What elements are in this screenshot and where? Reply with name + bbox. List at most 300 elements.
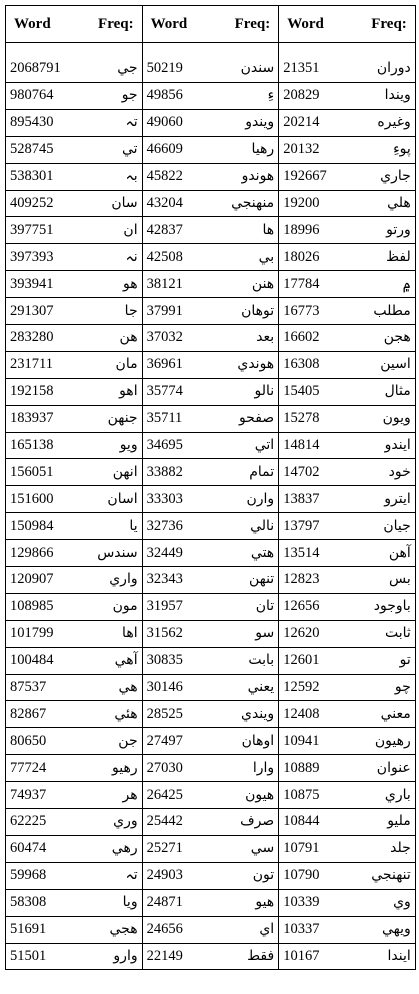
table-cell: [142, 567, 279, 594]
frequency-value: 51691: [10, 921, 47, 938]
table-cell: [142, 540, 279, 567]
table-cell: [279, 83, 416, 110]
table-cell: [279, 728, 416, 755]
table-cell: [6, 136, 143, 163]
table-cell: [6, 567, 143, 594]
frequency-value: 32343: [146, 571, 183, 588]
table-cell: [279, 190, 416, 217]
frequency-value: 14702: [283, 463, 320, 480]
table-row: [6, 809, 416, 836]
frequency-value: 10791: [283, 840, 320, 857]
table-cell: [6, 109, 143, 136]
word-value: ايترو: [384, 490, 411, 507]
table-cell: [279, 378, 416, 405]
word-value: پوءِ: [393, 141, 411, 158]
frequency-value: 33303: [146, 490, 183, 507]
table-row: [6, 755, 416, 782]
word-value: جي: [117, 60, 138, 76]
word-value: اوهان: [241, 732, 275, 749]
word-value: هجن: [383, 329, 411, 346]
word-value: سي: [250, 840, 275, 857]
word-value: آهن: [388, 544, 411, 561]
table-cell: [279, 43, 416, 83]
table-cell: [6, 862, 143, 889]
word-value: مان: [115, 356, 138, 373]
table-cell: [142, 217, 279, 244]
table-cell: [142, 620, 279, 647]
frequency-value: 17784: [283, 275, 320, 292]
table-cell: [279, 271, 416, 298]
frequency-value: 2068791: [10, 60, 61, 76]
table-row: [6, 271, 416, 298]
word-value: عنوان: [376, 759, 411, 776]
frequency-value: 42508: [146, 248, 183, 265]
table-cell: [6, 755, 143, 782]
table-cell: [279, 701, 416, 728]
table-cell: [279, 405, 416, 432]
word-value: وارن: [246, 490, 275, 507]
frequency-value: 15278: [283, 410, 320, 427]
word-value: هجي: [109, 921, 138, 938]
frequency-value: 192158: [10, 383, 54, 400]
word-value: هيون: [245, 786, 275, 803]
table-cell: [142, 405, 279, 432]
frequency-value: 10941: [283, 732, 320, 749]
table-row: [6, 835, 416, 862]
frequency-value: 283280: [10, 329, 54, 346]
header-cell-col3: [279, 6, 416, 43]
word-value: منهنجي: [231, 195, 275, 211]
word-value: تو: [399, 652, 411, 669]
frequency-value: 14814: [283, 437, 320, 454]
frequency-value: 16602: [283, 329, 320, 346]
word-value: نالو: [254, 383, 275, 400]
table-row: [6, 298, 416, 325]
table-cell: [6, 943, 143, 970]
table-row: [6, 540, 416, 567]
word-value: خود: [388, 463, 411, 480]
table-row: [6, 163, 416, 190]
frequency-value: 12823: [283, 571, 320, 588]
word-value: سندس: [97, 544, 138, 561]
frequency-value: 42837: [146, 221, 183, 238]
word-value: هر: [122, 786, 138, 803]
word-value: جاري: [380, 168, 411, 185]
word-value: اها: [122, 625, 138, 642]
table-cell: [142, 647, 279, 674]
table-cell: [6, 298, 143, 325]
word-value: هوندو: [241, 168, 275, 185]
word-value: فقط: [247, 947, 275, 964]
word-value: جن: [118, 732, 138, 749]
frequency-value: 46609: [146, 141, 183, 158]
word-value: بس: [389, 571, 411, 588]
frequency-value: 895430: [10, 114, 54, 131]
frequency-value: 30835: [146, 652, 183, 669]
table-row: [6, 378, 416, 405]
table-row: [6, 190, 416, 217]
table-cell: [6, 701, 143, 728]
word-value: اسين: [380, 356, 411, 373]
table-cell: [279, 163, 416, 190]
frequency-value: 50219: [146, 60, 183, 76]
word-value: ان: [123, 221, 138, 238]
table-row: [6, 916, 416, 943]
word-value: صرف: [240, 813, 275, 830]
frequency-value: 32449: [146, 544, 183, 561]
freq-header: Freq:: [98, 15, 134, 32]
word-value: معني: [380, 705, 411, 722]
word-value: تنهن: [248, 571, 275, 588]
frequency-value: 165138: [10, 437, 54, 454]
frequency-value: 393941: [10, 275, 54, 292]
frequency-value: 60474: [10, 840, 47, 857]
table-cell: [142, 351, 279, 378]
word-value: دوران: [376, 60, 411, 76]
word-header: Word: [14, 15, 51, 32]
frequency-value: 192667: [283, 168, 327, 185]
word-value: توهان: [241, 302, 275, 319]
table-cell: [6, 620, 143, 647]
word-value: هئي: [114, 705, 138, 722]
word-value: ويهي: [382, 921, 411, 938]
word-value: ها: [262, 221, 275, 238]
frequency-value: 27030: [146, 759, 183, 776]
frequency-value: 538301: [10, 168, 54, 185]
frequency-value: 12601: [283, 652, 320, 669]
header-row: [6, 6, 416, 43]
table-cell: [6, 593, 143, 620]
frequency-value: 36961: [146, 356, 183, 373]
word-value: بعد: [256, 329, 275, 346]
frequency-value: 43204: [146, 195, 183, 211]
frequency-value: 35711: [146, 410, 183, 427]
table-row: [6, 943, 416, 970]
word-value: آهي: [114, 652, 138, 669]
frequency-value: 27497: [146, 732, 183, 749]
word-value: تون: [252, 867, 275, 884]
table-cell: [279, 513, 416, 540]
frequency-value: 101799: [10, 625, 54, 642]
word-value: ويون: [382, 410, 411, 427]
table-row: [6, 674, 416, 701]
freq-header: Freq:: [371, 15, 407, 32]
table-cell: [279, 889, 416, 916]
word-value: مثال: [384, 383, 411, 400]
word-value: تنهنجي: [371, 867, 411, 884]
table-cell: [142, 109, 279, 136]
frequency-value: 100484: [10, 652, 54, 669]
frequency-value: 18026: [283, 248, 320, 265]
word-value: هتي: [250, 544, 275, 561]
word-value: رهي: [111, 840, 138, 857]
frequency-value: 10889: [283, 759, 320, 776]
word-value: چو: [394, 679, 411, 696]
table-cell: [279, 325, 416, 352]
table-row: [6, 351, 416, 378]
word-value: ويو: [119, 437, 138, 454]
word-value: جا: [124, 302, 138, 319]
table-row: [6, 701, 416, 728]
frequency-value: 24903: [146, 867, 183, 884]
word-value: اسان: [107, 490, 138, 507]
table-cell: [142, 298, 279, 325]
table-cell: [6, 351, 143, 378]
table-cell: [279, 755, 416, 782]
frequency-value: 16773: [283, 302, 320, 319]
frequency-value: 129866: [10, 544, 54, 561]
word-value: صفحو: [238, 410, 275, 427]
word-value: ويا: [122, 894, 138, 911]
table-cell: [6, 835, 143, 862]
table-cell: [6, 809, 143, 836]
table-cell: [6, 271, 143, 298]
table-cell: [142, 835, 279, 862]
frequency-value: 409252: [10, 195, 54, 211]
header-cell-col2: [142, 6, 279, 43]
table-cell: [6, 432, 143, 459]
frequency-value: 12656: [283, 598, 320, 615]
table-cell: [279, 298, 416, 325]
frequency-value: 28525: [146, 705, 183, 722]
word-value: نہ: [125, 248, 138, 265]
table-row: [6, 325, 416, 352]
table-cell: [142, 163, 279, 190]
table-row: [6, 109, 416, 136]
table-cell: [279, 647, 416, 674]
table-cell: [142, 916, 279, 943]
frequency-value: 397393: [10, 248, 54, 265]
table-cell: [6, 647, 143, 674]
table-cell: [142, 325, 279, 352]
table-cell: [142, 432, 279, 459]
table-row: [6, 513, 416, 540]
freq-header: Freq:: [234, 15, 271, 32]
frequency-value: 397751: [10, 221, 54, 238]
word-value: جلد: [390, 840, 411, 857]
table-cell: [279, 916, 416, 943]
table-row: [6, 862, 416, 889]
table-cell: [279, 674, 416, 701]
table-cell: [6, 217, 143, 244]
table-row: [6, 593, 416, 620]
word-value: تي: [122, 141, 138, 158]
table-cell: [279, 244, 416, 271]
frequency-value: 37991: [146, 302, 183, 319]
frequency-value: 18996: [283, 221, 320, 238]
frequency-value: 31562: [146, 625, 183, 642]
table-cell: [279, 567, 416, 594]
word-value: مون: [112, 598, 138, 615]
table-cell: [142, 755, 279, 782]
word-value: سندن: [240, 60, 275, 76]
table-row: [6, 83, 416, 110]
table-row: [6, 244, 416, 271]
table-cell: [6, 782, 143, 809]
table-cell: [142, 593, 279, 620]
table-cell: [142, 701, 279, 728]
table-cell: [142, 459, 279, 486]
word-value: انهن: [112, 463, 138, 480]
table-cell: [6, 83, 143, 110]
table-cell: [279, 782, 416, 809]
table-cell: [279, 217, 416, 244]
frequency-value: 38121: [146, 275, 183, 292]
word-value: تہ: [125, 867, 138, 884]
table-row: [6, 43, 416, 83]
frequency-value: 120907: [10, 571, 54, 588]
frequency-value: 231711: [10, 356, 53, 373]
word-value: ورتو: [386, 221, 411, 238]
frequency-value: 49060: [146, 114, 183, 131]
frequency-value: 25271: [146, 840, 183, 857]
frequency-value: 22149: [146, 947, 183, 964]
word-value: وري: [113, 813, 138, 830]
word-value: ايندا: [387, 947, 411, 964]
word-value: بي: [258, 248, 275, 265]
frequency-value: 10875: [283, 786, 320, 803]
word-value: بہ: [125, 168, 138, 185]
frequency-value: 34695: [146, 437, 183, 454]
word-value: باوجود: [373, 598, 411, 615]
word-value: سو: [255, 625, 275, 642]
word-value: هو: [122, 275, 138, 292]
word-value: يعني: [247, 679, 275, 696]
table-cell: [6, 163, 143, 190]
table-cell: [279, 432, 416, 459]
frequency-value: 16308: [283, 356, 320, 373]
table-row: [6, 647, 416, 674]
frequency-value: 24656: [146, 921, 183, 938]
word-value: ۾: [402, 275, 411, 292]
table-cell: [6, 674, 143, 701]
table-cell: [142, 674, 279, 701]
word-value: ويندي: [240, 705, 275, 722]
frequency-value: 108985: [10, 598, 54, 615]
word-header: Word: [150, 15, 188, 32]
frequency-value: 74937: [10, 786, 47, 803]
table-cell: [6, 43, 143, 83]
table-cell: [279, 351, 416, 378]
table-cell: [279, 620, 416, 647]
table-cell: [6, 405, 143, 432]
frequency-value: 20829: [283, 87, 320, 104]
frequency-value: 49856: [146, 87, 183, 104]
table-body: [6, 43, 416, 970]
table-cell: [142, 83, 279, 110]
word-value: هيو: [255, 894, 275, 911]
frequency-value: 10337: [283, 921, 320, 938]
frequency-value: 31957: [146, 598, 183, 615]
word-value: ثابت: [384, 625, 411, 642]
table-cell: [142, 782, 279, 809]
frequency-value: 51501: [10, 947, 47, 964]
word-value: يا: [129, 517, 138, 534]
frequency-value: 156051: [10, 463, 54, 480]
table-cell: [6, 889, 143, 916]
frequency-value: 25442: [146, 813, 183, 830]
table-row: [6, 889, 416, 916]
table-cell: [142, 43, 279, 83]
table-cell: [142, 486, 279, 513]
table-cell: [142, 728, 279, 755]
table-cell: [6, 728, 143, 755]
frequency-value: 20132: [283, 141, 320, 158]
frequency-value: 19200: [283, 195, 320, 211]
table-row: [6, 782, 416, 809]
word-value: وي: [393, 894, 411, 911]
word-value: وارا: [252, 759, 275, 776]
word-value: جنهن: [107, 410, 138, 427]
word-value: ويندا: [384, 87, 411, 104]
table-cell: [6, 459, 143, 486]
frequency-value: 10167: [283, 947, 320, 964]
table-cell: [142, 244, 279, 271]
table-cell: [279, 486, 416, 513]
table-row: [6, 567, 416, 594]
table-cell: [6, 916, 143, 943]
table-cell: [279, 136, 416, 163]
frequency-value: 87537: [10, 679, 47, 696]
table-cell: [142, 136, 279, 163]
word-value: هلي: [387, 195, 411, 211]
word-value: مطلب: [373, 302, 411, 319]
table-cell: [6, 190, 143, 217]
word-value: باري: [384, 786, 411, 803]
word-frequency-table: [5, 5, 416, 970]
table-cell: [279, 540, 416, 567]
frequency-value: 37032: [146, 329, 183, 346]
table-cell: [279, 835, 416, 862]
word-value: مليو: [387, 813, 411, 830]
frequency-value: 35774: [146, 383, 183, 400]
table-cell: [142, 190, 279, 217]
frequency-value: 15405: [283, 383, 320, 400]
word-value: تمام: [249, 463, 275, 480]
word-value: اتي: [254, 437, 275, 454]
word-header: Word: [287, 15, 324, 32]
frequency-value: 13797: [283, 517, 320, 534]
word-value: جو: [121, 87, 138, 104]
frequency-value: 150984: [10, 517, 54, 534]
frequency-value: 12620: [283, 625, 320, 642]
frequency-value: 183937: [10, 410, 54, 427]
word-value: وغيره: [377, 114, 411, 131]
frequency-value: 980764: [10, 87, 54, 104]
table-cell: [142, 513, 279, 540]
frequency-value: 13837: [283, 490, 320, 507]
table-cell: [142, 889, 279, 916]
table-cell: [6, 378, 143, 405]
table-row: [6, 217, 416, 244]
frequency-value: 10339: [283, 894, 320, 911]
frequency-value: 62225: [10, 813, 47, 830]
table-cell: [279, 809, 416, 836]
word-value: ايندو: [384, 437, 411, 454]
word-value: بابت: [248, 652, 275, 669]
frequency-value: 20214: [283, 114, 320, 131]
table-cell: [279, 459, 416, 486]
table-row: [6, 136, 416, 163]
frequency-value: 10844: [283, 813, 320, 830]
table-cell: [279, 943, 416, 970]
frequency-value: 528745: [10, 141, 54, 158]
word-value: رهيا: [251, 141, 275, 158]
table-row: [6, 459, 416, 486]
frequency-value: 77724: [10, 759, 47, 776]
word-value: هوندي: [237, 356, 275, 373]
table-cell: [6, 486, 143, 513]
